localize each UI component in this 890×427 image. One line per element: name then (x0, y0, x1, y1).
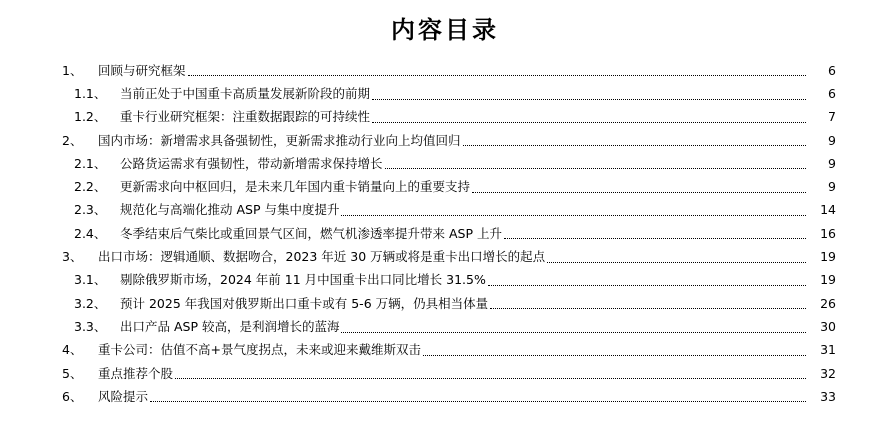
toc-entry-title: 公路货运需求有强韧性，带动新增需求保持增长 (120, 155, 383, 171)
toc-dot-leader (463, 145, 806, 146)
toc-page-number: 14 (820, 202, 836, 218)
toc-entry[interactable] (0, 129, 890, 152)
toc-entry-title: 国内市场：新增需求具备强韧性，更新需求推动行业向上均值回归 (98, 132, 461, 148)
toc-entry-number: 2.1、 (74, 155, 107, 171)
toc-entry[interactable] (0, 82, 890, 105)
toc-page-number: 19 (820, 249, 836, 265)
toc-entry-title: 回顾与研究框架 (98, 62, 186, 78)
toc-entry[interactable] (0, 245, 890, 268)
toc-dot-leader (150, 401, 806, 402)
toc-entry-title: 预计 2025 年我国对俄罗斯出口重卡或有 5-6 万辆，仍具相当体量 (120, 295, 489, 311)
toc-page-number: 33 (820, 388, 836, 404)
toc-page-number: 7 (828, 109, 836, 125)
toc-entry-title: 剔除俄罗斯市场，2024 年前 11 月中国重卡出口同比增长 31.5% (120, 272, 486, 288)
toc-entry[interactable] (0, 269, 890, 292)
toc-entry[interactable] (0, 362, 890, 385)
toc-entry-title: 规范化与高端化推动 ASP 与集中度提升 (120, 202, 340, 218)
toc-dot-leader (341, 215, 806, 216)
toc-entry[interactable] (0, 222, 890, 245)
toc-entry-number: 3.2、 (74, 295, 107, 311)
toc-page-number: 30 (820, 318, 836, 334)
toc-entry-number: 5、 (62, 365, 83, 381)
toc-entry-number: 1.2、 (74, 109, 107, 125)
toc-entry-title: 出口产品 ASP 较高，是利润增长的蓝海 (120, 318, 340, 334)
toc-entry-number: 4、 (62, 342, 83, 358)
toc-title: 内容目录 (391, 15, 499, 44)
toc-entry[interactable] (0, 385, 890, 408)
toc-entry-number: 2.4、 (74, 225, 107, 241)
toc-dot-leader (488, 285, 806, 286)
toc-dot-leader (547, 262, 806, 263)
toc-dot-leader (372, 99, 806, 100)
toc-page-number: 26 (820, 295, 836, 311)
toc-entry-number: 3、 (62, 249, 83, 265)
toc-entry-number: 1.1、 (74, 85, 107, 101)
toc-entry-number: 2、 (62, 132, 83, 148)
toc-entry-title: 更新需求向中枢回归，是未来几年国内重卡销量向上的重要支持 (120, 179, 471, 195)
toc-dot-leader (175, 378, 806, 379)
toc-dot-leader (472, 192, 806, 193)
toc-entry[interactable] (0, 152, 890, 175)
toc-entry-title: 出口市场：逻辑通顺、数据吻合，2023 年近 30 万辆或将是重卡出口增长的起点 (98, 249, 546, 265)
toc-page-number: 19 (820, 272, 836, 288)
toc-dot-leader (372, 122, 806, 123)
toc-page-number: 16 (820, 225, 836, 241)
toc-page-number: 9 (828, 155, 836, 171)
toc-entry[interactable] (0, 175, 890, 198)
toc-dot-leader (504, 238, 806, 239)
toc-entry[interactable] (0, 199, 890, 222)
toc-page-number: 31 (820, 342, 836, 358)
toc-page-number: 6 (828, 85, 836, 101)
toc-entry[interactable] (0, 292, 890, 315)
toc-entry[interactable] (0, 59, 890, 82)
toc-entry-number: 6、 (62, 388, 83, 404)
toc-entry-title: 风险提示 (98, 388, 149, 404)
toc-entry[interactable] (0, 339, 890, 362)
toc-entry-title: 重卡行业研究框架：注重数据跟踪的可持续性 (120, 109, 371, 125)
toc-entry-title: 冬季结束后气柴比或重回景气区间，燃气机渗透率提升带来 ASP 上升 (120, 225, 502, 241)
toc-page-number: 9 (828, 132, 836, 148)
toc-dot-leader (385, 168, 806, 169)
toc-dot-leader (423, 355, 806, 356)
toc-entry-number: 3.1、 (74, 272, 107, 288)
toc-dot-leader (341, 332, 806, 333)
toc-entry[interactable] (0, 315, 890, 338)
toc-page-number: 9 (828, 179, 836, 195)
toc-entry[interactable] (0, 106, 890, 129)
toc-entry-title: 重卡公司：估值不高+景气度拐点，未来或迎来戴维斯双击 (98, 342, 421, 358)
toc-entry-number: 2.3、 (74, 202, 107, 218)
toc-entry-title: 当前正处于中国重卡高质量发展新阶段的前期 (120, 85, 371, 101)
toc-entry-number: 3.3、 (74, 318, 107, 334)
toc-page-number: 32 (820, 365, 836, 381)
toc-entry-title: 重点推荐个股 (98, 365, 174, 381)
toc-dot-leader (490, 308, 806, 309)
toc-page-number: 6 (828, 62, 836, 78)
toc-entry-number: 1、 (62, 62, 83, 78)
toc-dot-leader (188, 75, 806, 76)
toc-entry-number: 2.2、 (74, 179, 107, 195)
toc-list (0, 59, 890, 408)
